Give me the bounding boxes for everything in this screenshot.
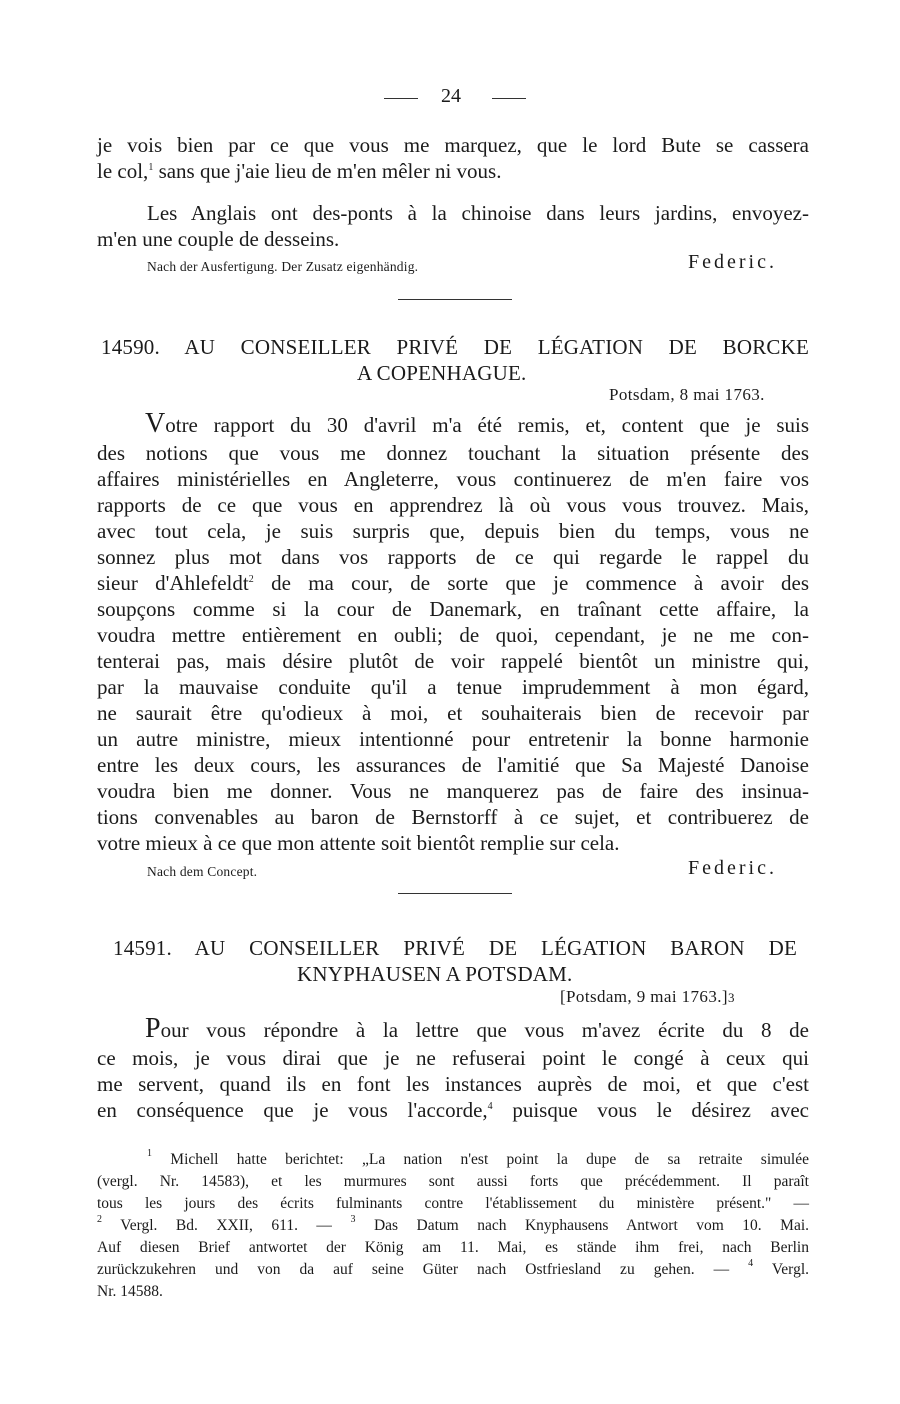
footnote-marker-1: 1 <box>147 1148 152 1159</box>
postscript-line-1: Les Anglais ont des-ponts à la chinoise dans leurs jardins, envoyez- <box>147 201 809 225</box>
letter-body-line-11: par la mauvaise conduite qu'il a tenue imprudemment à mon égard, <box>97 675 809 699</box>
intro-line-1: je vois bien par ce que vous me marquez, que le lord Bute se cassera <box>97 133 809 157</box>
page-number-dash-right <box>492 98 526 99</box>
footnote-line-5: Auf diesen Brief antwortet der König am 11. Mai, es stände ihm frei, nach Berlin <box>97 1239 809 1256</box>
letter-body-line-6: sonnez plus mot dans vos rapports de ce qui regarde le rappel du <box>97 545 809 569</box>
footnote-marker-4: 4 <box>748 1258 754 1269</box>
letter-body-line-3: me servent, quand ils en font les instances auprès de moi, et que c'est <box>97 1072 809 1096</box>
section-rule <box>398 299 512 300</box>
letter-body-line-2: des notions que vous me donnez touchant la situation présente des <box>97 441 809 465</box>
source-note: Nach der Ausfertigung. Der Zusatz eigenhändig. <box>147 259 419 274</box>
footnote-line-4: $^2$ Vergl. Bd. XXII, 611. — $^3$ Das Datum nach Knyphausens Antwort vom 10. Mai. <box>97 1214 809 1234</box>
page-number-dash-left <box>384 98 418 99</box>
letter-body-line-14: entre les deux cours, les assurances de l'amitié que Sa Majesté Danoise <box>97 753 809 777</box>
letter-body-line-10: tenterai pas, mais désire plutôt de voir rappelé bientôt un ministre qui, <box>97 649 809 673</box>
letter-body-line-12: ne saurait être qu'odieux à moi, et souhaiterais bien de recevoir par <box>97 701 809 725</box>
footnote-line-3: tous les jours des écrits fulminants contre l'établissement du ministère présent." — <box>97 1195 809 1212</box>
footnote-line-2: (vergl. Nr. 14583), et les murmures sont aussi forts que précédemment. Il paraît <box>97 1173 809 1190</box>
page-number: 24 <box>441 85 461 107</box>
section-rule <box>398 893 512 894</box>
footnote-ref-3: 3 <box>727 990 735 1005</box>
drop-capital: P <box>145 1013 161 1044</box>
letter-body-line-7: sieur d'Ahlefeldt$^2$ de ma cour, de sorte que je commence à avoir des <box>97 571 809 595</box>
footnote-marker-2: 2 <box>97 1214 102 1225</box>
letter-heading: 14590. AU CONSEILLER PRIVÉ DE LÉGATION DE BORCKE <box>101 335 809 359</box>
letter-body-line-13: un autre ministre, mieux intentionné pour entretenir la bonne harmonie <box>97 727 809 751</box>
signature: Federic. <box>688 857 777 879</box>
letter-body-line-4: rapports de ce que vous en apprendrez là où vous vous trouvez. Mais, <box>97 493 809 517</box>
letter-body-line-8: soupçons comme si la cour de Danemark, en traînant cette affaire, la <box>97 597 809 621</box>
postscript-line-2: m'en une couple de desseins. <box>97 227 340 251</box>
footnote-line-7: Nr. 14588. <box>97 1283 163 1300</box>
intro-line-2: le col,$^1$ sans que j'aie lieu de m'en mêler ni vous. <box>97 159 502 183</box>
source-note: Nach dem Concept. <box>147 864 258 879</box>
letter-body-line-16: tions convenables au baron de Bernstorff à ce sujet, et contribuerez de <box>97 805 809 829</box>
footnote-ref-1: 1 <box>148 162 154 173</box>
drop-capital: V <box>145 408 166 439</box>
footnote-line-6: zurückzukehren und von da auf seine Güter nach Ostfriesland zu gehen. — $^4$ Vergl. <box>97 1258 809 1278</box>
letter-heading-line-2: KNYPHAUSEN A POTSDAM. <box>297 962 573 986</box>
letter-body-line-4: en conséquence que je vous l'accorde,$^4$ puisque vous le désirez avec <box>97 1098 809 1122</box>
letter-number: 14591. <box>113 936 172 960</box>
letter-body-line-5: avec tout cela, je suis surpris que, depuis bien du temps, vous ne <box>97 519 809 543</box>
footnote-line-1: $^1$ Michell hatte berichtet: „La nation n'est point la dupe de sa retraite simulée <box>147 1148 809 1168</box>
letter-body-line-15: voudra bien me donner. Vous ne manquerez pas de faire des insinua- <box>97 779 809 803</box>
dateline: Potsdam, 8 mai 1763. <box>609 385 765 404</box>
letter-heading-line-2: A COPENHAGUE. <box>357 361 527 385</box>
dateline: [Potsdam, 9 mai 1763.]3 <box>560 987 735 1006</box>
letter-body-line-17: votre mieux à ce que mon attente soit bientôt remplie sur cela. <box>97 831 620 855</box>
footnote-ref-2: 2 <box>248 574 254 585</box>
letter-heading: 14591. AU CONSEILLER PRIVÉ DE LÉGATION BARON DE <box>113 936 797 960</box>
footnote-ref-4: 4 <box>487 1101 493 1112</box>
footnote-marker-3: 3 <box>350 1214 356 1225</box>
letter-number: 14590. <box>101 335 160 359</box>
letter-body-line-2: ce mois, je vous dirai que je ne refuserai point le congé à ceux qui <box>97 1046 809 1070</box>
letter-body-line-9: voudra mettre entièrement en oubli; de quoi, cependant, je ne me con- <box>97 623 809 647</box>
signature: Federic. <box>688 251 777 273</box>
letter-body-line-1: Pour vous répondre à la lettre que vous m'avez écrite du 8 de <box>145 1013 809 1044</box>
letter-body-line-3: affaires ministérielles en Angleterre, vous continuerez de m'en faire vos <box>97 467 809 491</box>
letter-body-line-1: Votre rapport du 30 d'avril m'a été remis, et, content que je suis <box>145 408 809 439</box>
